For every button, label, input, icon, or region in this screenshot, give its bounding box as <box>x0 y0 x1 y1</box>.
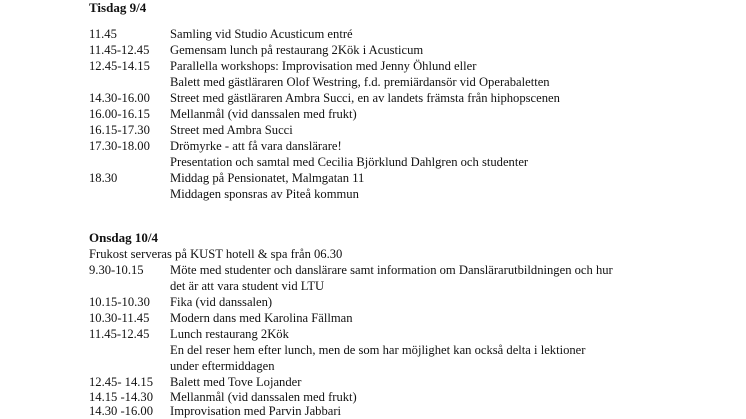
row-time: 10.30-11.45 <box>89 311 150 325</box>
row-text: Improvisation med Parvin Jabbari <box>170 404 342 418</box>
day-heading-wednesday: Onsdag 10/4 <box>89 230 158 245</box>
intro-text: Frukost serveras på KUST hotell & spa från 06.30 <box>89 247 343 261</box>
row-text: Mellanmål (vid danssalen med frukt) <box>170 390 357 404</box>
row-text: Mellanmål (vid danssalen med frukt) <box>170 107 357 121</box>
row-text: under eftermiddagen <box>170 359 275 373</box>
row-time: 17.30-18.00 <box>89 139 150 153</box>
row-text: Street med gästläraren Ambra Succi, en av landets främsta från hiphopscenen <box>170 91 560 105</box>
row-time: 16.00-16.15 <box>89 107 150 121</box>
row-time: 9.30-10.15 <box>89 263 144 277</box>
row-text: Presentation och samtal med Cecilia Björklund Dahlgren och studenter <box>170 155 529 169</box>
row-time: 14.15 -14.30 <box>89 390 154 404</box>
row-time: 14.30-16.00 <box>89 91 150 105</box>
day-heading-tuesday: Tisdag 9/4 <box>89 0 147 15</box>
row-text: Middagen sponsras av Piteå kommun <box>170 187 359 201</box>
row-time: 14.30 -16.00 <box>89 404 154 418</box>
row-text: Balett med gästläraren Olof Westring, f.d. premiärdansör vid Operabaletten <box>170 75 550 89</box>
row-time: 18.30 <box>89 171 118 185</box>
row-time: 12.45-14.15 <box>89 59 150 73</box>
row-text: Balett med Tove Lojander <box>170 375 302 389</box>
row-text: Möte med studenter och danslärare samt information om Danslärarutbildningen och hur <box>170 263 613 277</box>
row-text: Fika (vid danssalen) <box>170 295 273 309</box>
row-time: 12.45- 14.15 <box>89 375 154 389</box>
row-text: Street med Ambra Succi <box>170 123 293 137</box>
row-text: Gemensam lunch på restaurang 2Kök i Acusticum <box>170 43 424 57</box>
row-text: Drömyrke - att få vara danslärare! <box>170 139 342 153</box>
row-time: 11.45 <box>89 27 117 41</box>
row-text: Lunch restaurang 2Kök <box>170 327 289 341</box>
row-time: 16.15-17.30 <box>89 123 150 137</box>
row-time: 11.45-12.45 <box>89 327 150 341</box>
row-text: Samling vid Studio Acusticum entré <box>170 27 353 41</box>
row-time: 11.45-12.45 <box>89 43 150 57</box>
row-text: En del reser hem efter lunch, men de som har möjlighet kan också delta i lektioner <box>170 343 586 357</box>
row-time: 10.15-10.30 <box>89 295 150 309</box>
row-text: Parallella workshops: Improvisation med Jenny Öhlund eller <box>170 59 477 73</box>
row-text: det är att vara student vid LTU <box>170 279 325 293</box>
row-text: Middag på Pensionatet, Malmgatan 11 <box>170 171 365 185</box>
row-text: Modern dans med Karolina Fällman <box>170 311 353 325</box>
